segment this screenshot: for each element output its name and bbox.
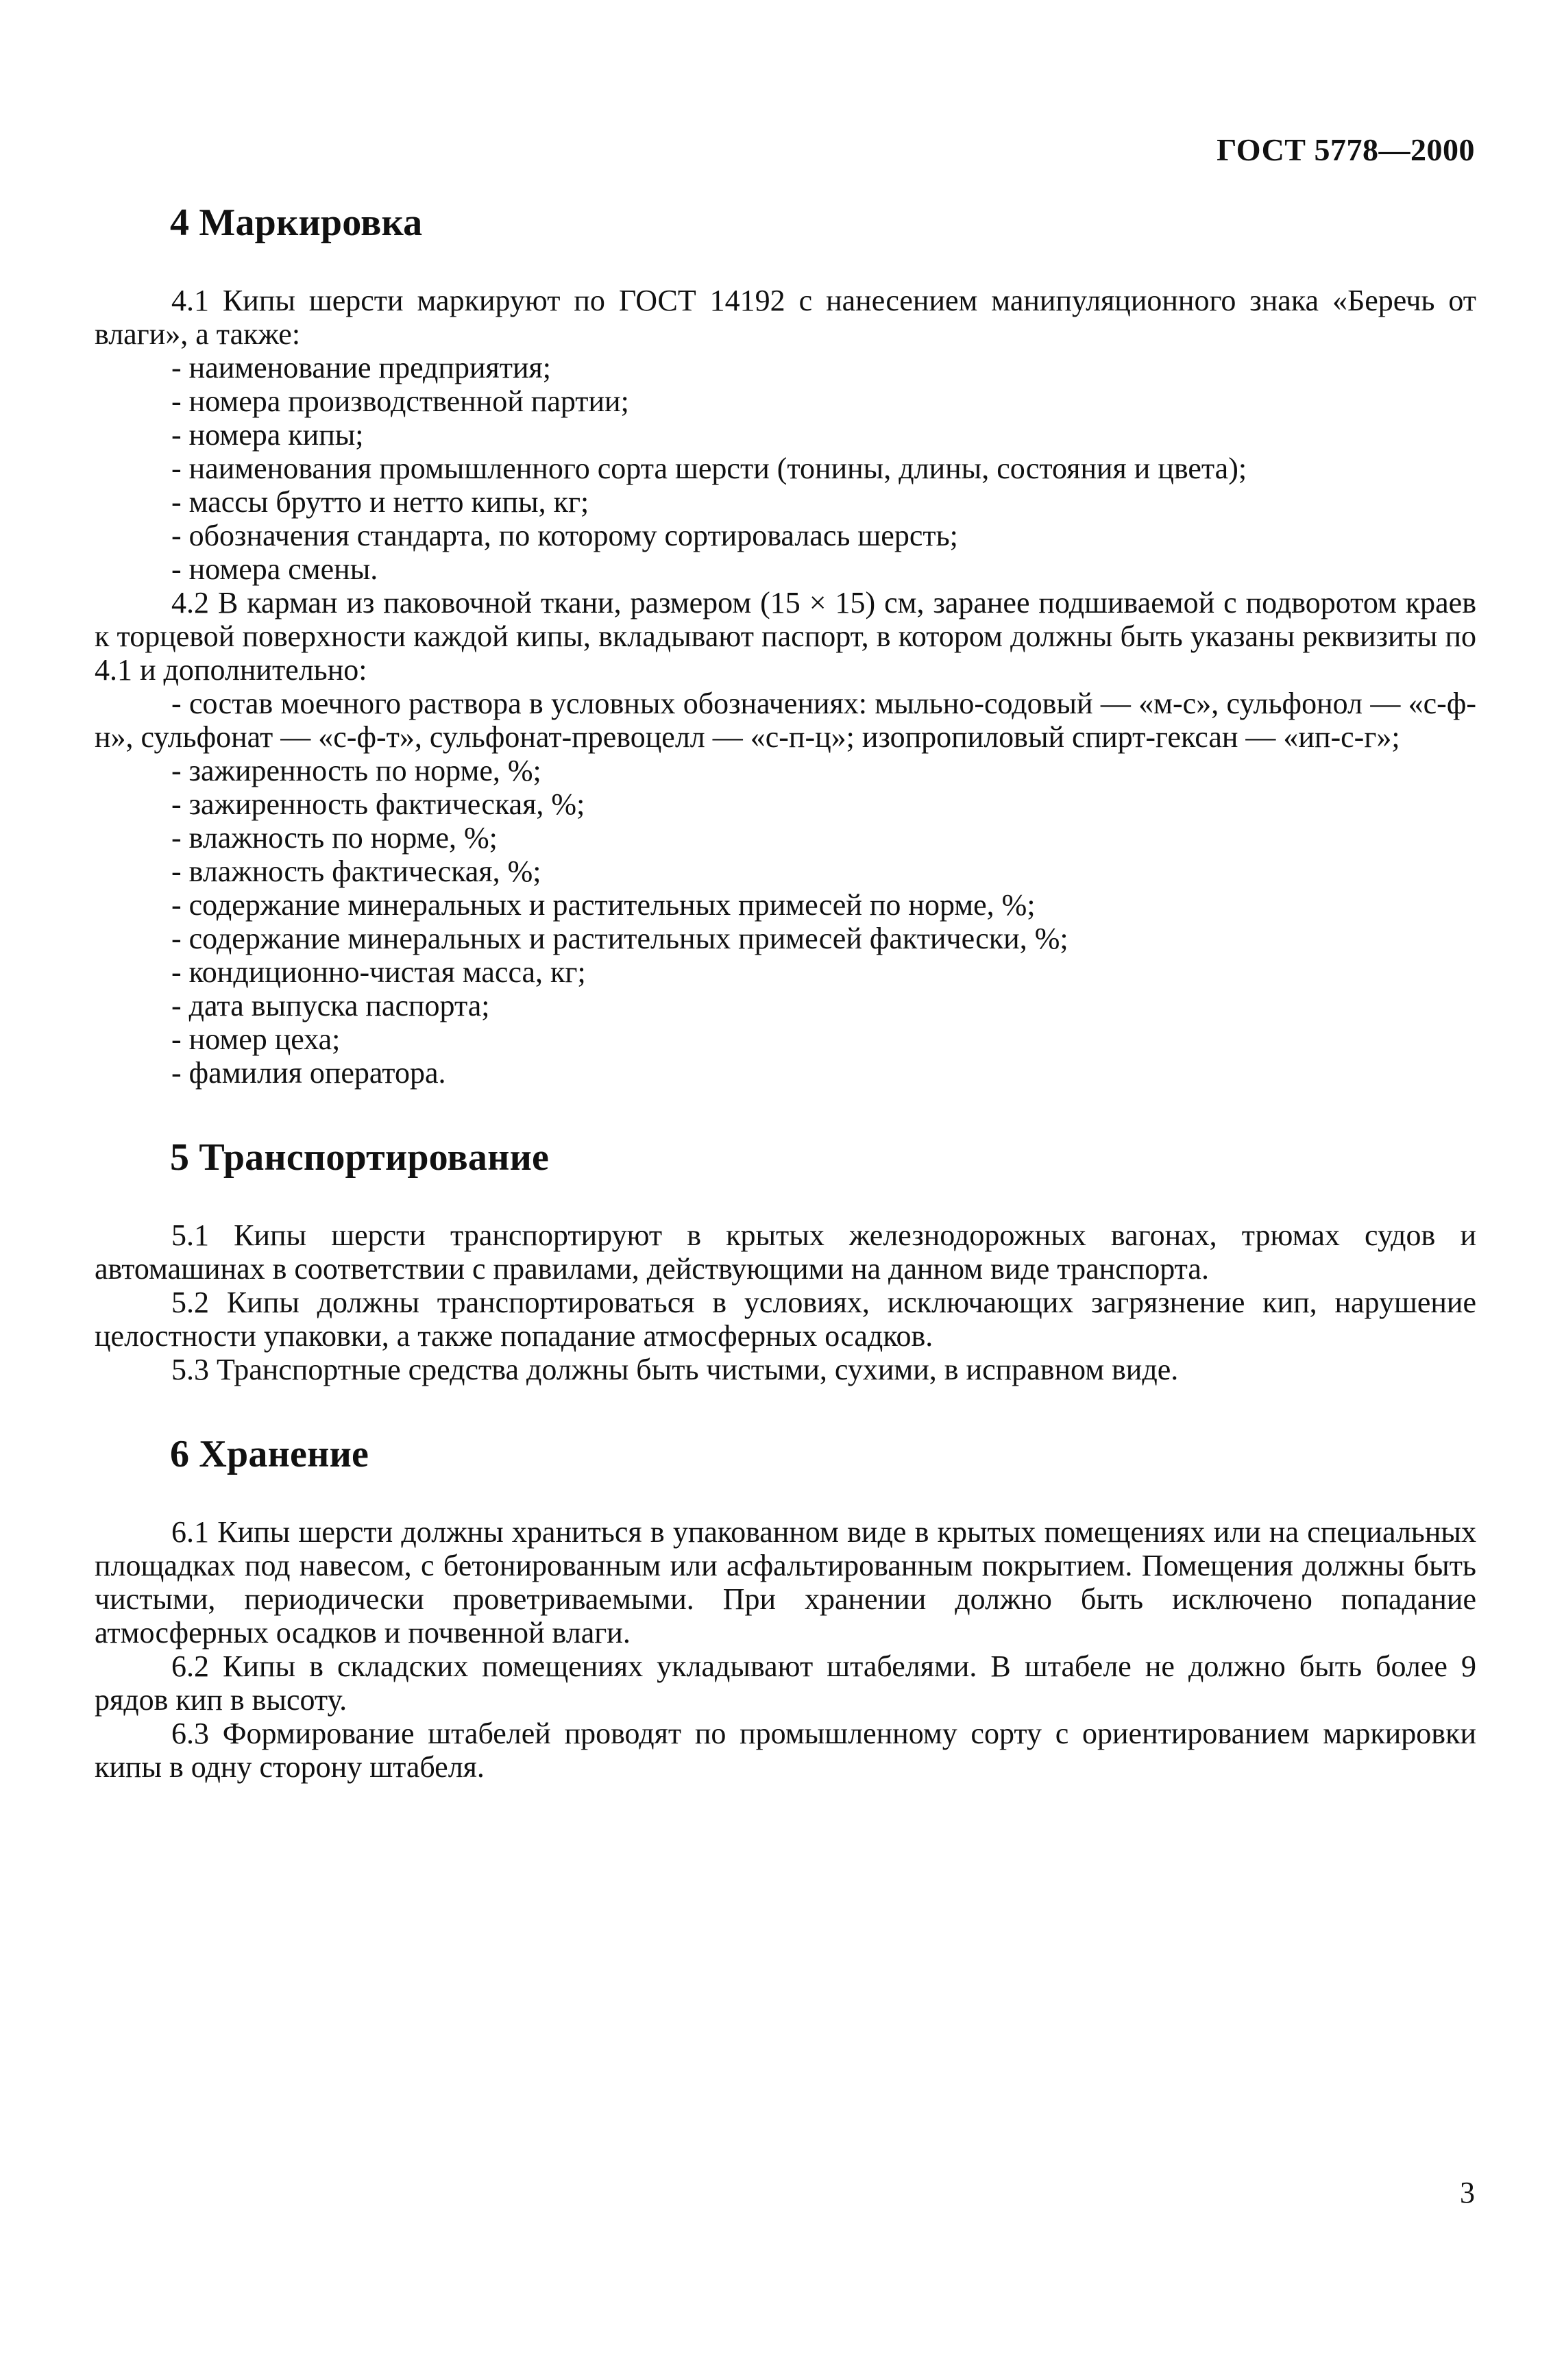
- list-item: - фамилия оператора.: [171, 1056, 446, 1090]
- list-item: - обозначения стандарта, по которому сортировалась шерсть;: [171, 519, 958, 552]
- page-number: 3: [1460, 2176, 1475, 2209]
- paragraph-6-1: 6.1 Кипы шерсти должны храниться в упакованном виде в крытых помещениях или на специальных площадках под навесом, с бетонированным или асфальтированным покрытием. Помещения должны быть чистыми, периодически проветриваемыми. При хранении должно быть исключено попадание атмосферных осадков и почвенной влаги.: [95, 1515, 1476, 1649]
- paragraph-6-3: 6.3 Формирование штабелей проводят по промышленному сорту с ориентированием маркировки кипы в одну сторону штабеля.: [95, 1717, 1476, 1784]
- list-item: - зажиренность по норме, %;: [171, 754, 541, 787]
- list-item: - содержание минеральных и растительных примесей фактически, %;: [171, 922, 1068, 955]
- list-item: - наименование предприятия;: [171, 351, 551, 384]
- list-item: - номера смены.: [171, 552, 378, 586]
- paragraph-4-2: 4.2 В карман из паковочной ткани, размером (15 × 15) см, заранее подшиваемой с подворотом краев к торцевой поверхности каждой кипы, вкладывают паспорт, в котором должны быть указаны реквизиты по 4.1 и дополнительно:: [95, 586, 1476, 687]
- list-item: - наименования промышленного сорта шерсти (тонины, длины, состояния и цвета);: [171, 452, 1247, 485]
- section-5-title: 5 Транспортирование: [170, 1136, 550, 1179]
- paragraph-5-2: 5.2 Кипы должны транспортироваться в условиях, исключающих загрязнение кип, нарушение целостности упаковки, а также попадание атмосферных осадков.: [95, 1286, 1476, 1353]
- list-item: - влажность по норме, %;: [171, 821, 498, 855]
- list-item: - массы брутто и нетто кипы, кг;: [171, 485, 589, 519]
- list-item: - номер цеха;: [171, 1022, 341, 1056]
- list-item: - кондиционно-чистая масса, кг;: [171, 955, 586, 989]
- document-body: [95, 199, 1476, 1784]
- section-6-title: 6 Хранение: [170, 1433, 369, 1475]
- document-code: ГОСТ 5778—2000: [1217, 132, 1475, 167]
- paragraph-6-2: 6.2 Кипы в складских помещениях укладывают штабелями. В штабеле не должно быть более 9 рядов кип в высоту.: [95, 1649, 1476, 1717]
- list-item: - дата выпуска паспорта;: [171, 989, 490, 1022]
- section-4-title: 4 Маркировка: [170, 201, 423, 244]
- list-item: - состав моечного раствора в условных обозначениях: мыльно-содовый — «м-с», сульфонол — «с-ф-н», сульфонат — «с-ф-т», сульфонат-превоцелл — «с-п-ц»; изопропиловый спирт-гексан — «ип-с-г»;: [95, 687, 1476, 754]
- list-item: - номера производственной партии;: [171, 384, 629, 418]
- list-item: - содержание минеральных и растительных примесей по норме, %;: [171, 888, 1036, 922]
- list-item: - зажиренность фактическая, %;: [171, 787, 585, 821]
- paragraph-5-1: 5.1 Кипы шерсти транспортируют в крытых железнодорожных вагонах, трюмах судов и автомашинах в соответствии с правилами, действующими на данном виде транспорта.: [95, 1218, 1476, 1286]
- paragraph-5-3: 5.3 Транспортные средства должны быть чистыми, сухими, в исправном виде.: [171, 1353, 1179, 1386]
- list-item: - номера кипы;: [171, 418, 364, 452]
- list-item: - влажность фактическая, %;: [171, 855, 541, 888]
- paragraph-4-1: 4.1 Кипы шерсти маркируют по ГОСТ 14192 с нанесением манипуляционного знака «Беречь от влаги», а также:: [95, 284, 1476, 351]
